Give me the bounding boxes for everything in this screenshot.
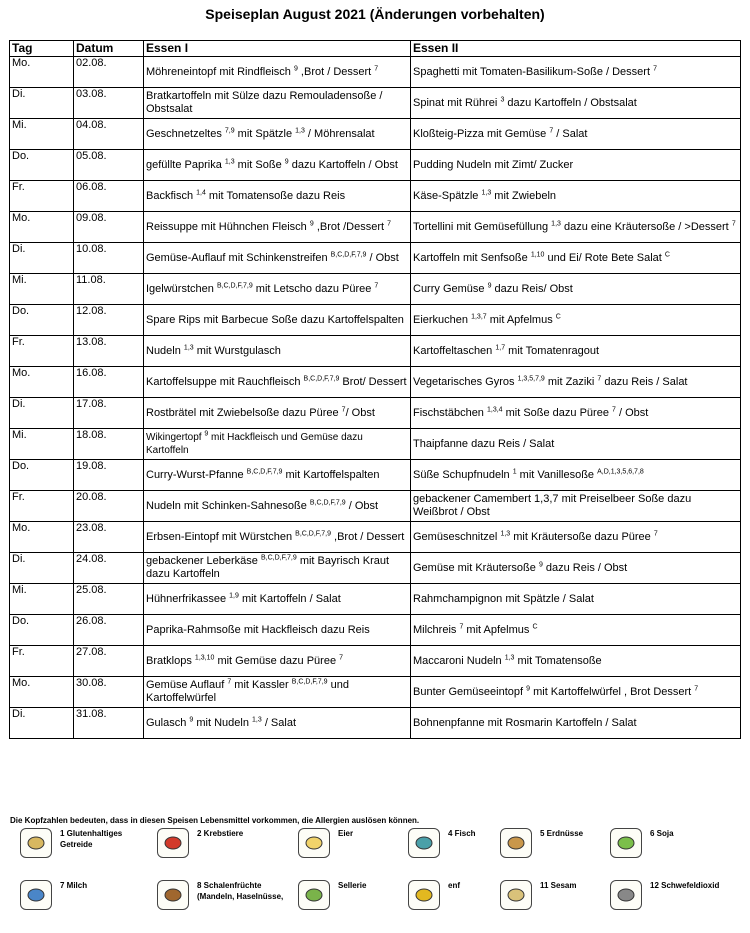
allergy-note: Die Kopfzahlen bedeuten, dass in diesen Speisen Lebensmittel vorkommen, die Allergien auslösen können. <box>10 816 420 825</box>
cell-datum: 25.08. <box>74 584 144 615</box>
cell-essen2: Pudding Nudeln mit Zimt/ Zucker <box>411 150 741 181</box>
cell-essen1: Bratklops $^{1,3,10}$ mit Gemüse dazu Püree $^7$ <box>144 646 411 677</box>
cell-datum: 18.08. <box>74 429 144 460</box>
cell-datum: 04.08. <box>74 119 144 150</box>
cell-tag: Mi. <box>10 119 74 150</box>
wheat-icon <box>20 828 52 858</box>
sesame-icon <box>500 880 532 910</box>
cell-essen1: Paprika-Rahmsoße mit Hackfleisch dazu Reis <box>144 615 411 646</box>
legend-item <box>298 880 366 910</box>
cell-tag: Fr. <box>10 181 74 212</box>
cell-essen2: Spinat mit Rührei $^3$ dazu Kartoffeln / Obstsalat <box>411 88 741 119</box>
cell-tag: Do. <box>10 150 74 181</box>
table-row <box>10 243 741 274</box>
cell-tag: Di. <box>10 398 74 429</box>
cell-essen2: Thaipfanne dazu Reis / Salat <box>411 429 741 460</box>
table-row <box>10 336 741 367</box>
legend-label: enf <box>448 881 460 890</box>
cell-essen2: Vegetarisches Gyros $^{1,3,5,7,9}$ mit Zaziki $^7$ dazu Reis / Salat <box>411 367 741 398</box>
legend-item <box>408 880 460 910</box>
cell-datum: 12.08. <box>74 305 144 336</box>
cell-essen1: Curry-Wurst-Pfanne $^{B,C,D,F,7,9}$ mit Kartoffelspalten <box>144 460 411 491</box>
cell-tag: Do. <box>10 305 74 336</box>
cell-essen2: Tortellini mit Gemüsefüllung $^{1,3}$ dazu eine Kräutersoße / >Dessert $^7$ <box>411 212 741 243</box>
table-row <box>10 429 741 460</box>
table-row <box>10 522 741 553</box>
cell-essen1: Nudeln $^{1,3}$ mit Wurstgulasch <box>144 336 411 367</box>
legend-label: 1 Glutenhaltiges Getreide <box>60 829 123 849</box>
cell-essen1: Backfisch $^{1,4}$ mit Tomatensoße dazu Reis <box>144 181 411 212</box>
cell-essen1: Gemüse-Auflauf mit Schinkenstreifen $^{B,C,D,F,7,9}$ / Obst <box>144 243 411 274</box>
cell-essen1: Reissuppe mit Hühnchen Fleisch $^9$ ,Brot /Dessert $^7$ <box>144 212 411 243</box>
cell-tag: Di. <box>10 708 74 739</box>
cell-essen1: Geschnetzeltes $^{7,9}$ mit Spätzle $^{1,3}$ / Möhrensalat <box>144 119 411 150</box>
cell-tag: Di. <box>10 553 74 584</box>
sulfite-icon <box>610 880 642 910</box>
cell-essen2: Kloßteig-Pizza mit Gemüse $^7$ / Salat <box>411 119 741 150</box>
legend-item <box>20 828 150 858</box>
legend-label: 7 Milch <box>60 881 88 890</box>
table-row <box>10 708 741 739</box>
table-row <box>10 491 741 522</box>
table-row <box>10 274 741 305</box>
cell-tag: Fr. <box>10 646 74 677</box>
legend-label: Sellerie <box>338 881 367 890</box>
egg-icon <box>298 828 330 858</box>
menu-body <box>10 57 741 739</box>
cell-datum: 16.08. <box>74 367 144 398</box>
cell-tag: Mi. <box>10 584 74 615</box>
cell-datum: 26.08. <box>74 615 144 646</box>
cell-essen1: Rostbrätel mit Zwiebelsoße dazu Püree $^7$/ Obst <box>144 398 411 429</box>
cell-essen2: Bunter Gemüseeintopf $^9$ mit Kartoffelwürfel , Brot Dessert $^7$ <box>411 677 741 708</box>
cell-essen1: Bratkartoffeln mit Sülze dazu Remouladensoße / Obstsalat <box>144 88 411 119</box>
header-datum: Datum <box>74 41 144 57</box>
cell-datum: 06.08. <box>74 181 144 212</box>
legend-item <box>298 828 353 858</box>
cell-tag: Mo. <box>10 677 74 708</box>
legend-label: 6 Soja <box>650 829 674 838</box>
cell-datum: 03.08. <box>74 88 144 119</box>
cell-essen1: Kartoffelsuppe mit Rauchfleisch $^{B,C,D,F,7,9}$ Brot/ Dessert <box>144 367 411 398</box>
table-row <box>10 305 741 336</box>
cell-datum: 17.08. <box>74 398 144 429</box>
cell-essen2: Curry Gemüse $^9$ dazu Reis/ Obst <box>411 274 741 305</box>
cell-essen2: Kartoffeltaschen $^{1,7}$ mit Tomatenragout <box>411 336 741 367</box>
milk-icon <box>20 880 52 910</box>
cell-datum: 13.08. <box>74 336 144 367</box>
cell-tag: Mo. <box>10 212 74 243</box>
cell-essen2: Maccaroni Nudeln $^{1,3}$ mit Tomatensoße <box>411 646 741 677</box>
cell-datum: 02.08. <box>74 57 144 88</box>
cell-essen1: gefüllte Paprika $^{1,3}$ mit Soße $^9$ dazu Kartoffeln / Obst <box>144 150 411 181</box>
cell-tag: Di. <box>10 88 74 119</box>
legend-item <box>610 828 674 858</box>
cell-essen1: Möhreneintopf mit Rindfleisch $^9$ ,Brot / Dessert $^7$ <box>144 57 411 88</box>
table-row <box>10 57 741 88</box>
table-row <box>10 88 741 119</box>
cell-datum: 19.08. <box>74 460 144 491</box>
cell-essen1: gebackener Leberkäse $^{B,C,D,F,7,9}$ mit Bayrisch Kraut dazu Kartoffeln <box>144 553 411 584</box>
header-essen2: Essen II <box>411 41 741 57</box>
cell-essen2: Gemüseschnitzel $^{1,3}$ mit Kräutersoße dazu Püree $^7$ <box>411 522 741 553</box>
cell-essen1: Gemüse Auflauf $^7$ mit Kassler $^{B,C,D,F,7,9}$ und Kartoffelwürfel <box>144 677 411 708</box>
cell-essen1: Gulasch $^9$ mit Nudeln $^{1,3}$ / Salat <box>144 708 411 739</box>
legend-label: 2 Krebstiere <box>197 829 244 838</box>
cell-datum: 30.08. <box>74 677 144 708</box>
cell-tag: Di. <box>10 243 74 274</box>
crab-icon <box>157 828 189 858</box>
legend-item <box>157 880 287 910</box>
cell-essen1: Erbsen-Eintopf mit Würstchen $^{B,C,D,F,7,9}$ ,Brot / Dessert <box>144 522 411 553</box>
nut-icon <box>157 880 189 910</box>
soy-icon <box>610 828 642 858</box>
table-header-row <box>10 41 741 57</box>
table-row <box>10 646 741 677</box>
cell-essen2: Rahmchampignon mit Spätzle / Salat <box>411 584 741 615</box>
legend-item <box>20 880 87 910</box>
table-row <box>10 181 741 212</box>
cell-tag: Mo. <box>10 367 74 398</box>
legend-item <box>157 828 243 858</box>
cell-datum: 11.08. <box>74 274 144 305</box>
cell-essen2: Eierkuchen $^{1,3,7}$ mit Apfelmus $^C$ <box>411 305 741 336</box>
cell-tag: Mi. <box>10 274 74 305</box>
cell-tag: Mo. <box>10 57 74 88</box>
legend-label: Eier <box>338 829 354 838</box>
cell-essen2: Gemüse mit Kräutersoße $^9$ dazu Reis / Obst <box>411 553 741 584</box>
cell-essen1: Wikingertopf $^9$ mit Hackfleisch und Gemüse dazu Kartoffeln <box>144 429 411 460</box>
cell-essen2: gebackener Camembert 1,3,7 mit Preiselbeer Soße dazu Weißbrot / Obst <box>411 491 741 522</box>
header-tag: Tag <box>10 41 74 57</box>
cell-essen2: Süße Schupfnudeln $^1$ mit Vanillesoße $^{A,D,1,3,5,6,7,8}$ <box>411 460 741 491</box>
peanut-icon <box>500 828 532 858</box>
legend-item <box>408 828 476 858</box>
legend-label: 11 Sesam <box>540 881 577 890</box>
cell-datum: 31.08. <box>74 708 144 739</box>
cell-essen1: Nudeln mit Schinken-Sahnesoße $^{B,C,D,F,7,9}$ / Obst <box>144 491 411 522</box>
legend-label: 5 Erdnüsse <box>540 829 584 838</box>
cell-datum: 24.08. <box>74 553 144 584</box>
table-row <box>10 398 741 429</box>
cell-essen2: Bohnenpfanne mit Rosmarin Kartoffeln / Salat <box>411 708 741 739</box>
cell-essen1: Igelwürstchen $^{B,C,D,F,7,9}$ mit Letscho dazu Püree $^7$ <box>144 274 411 305</box>
cell-datum: 20.08. <box>74 491 144 522</box>
legend-item <box>610 880 719 910</box>
legend-item <box>500 828 583 858</box>
cell-datum: 23.08. <box>74 522 144 553</box>
cell-tag: Mi. <box>10 429 74 460</box>
cell-datum: 05.08. <box>74 150 144 181</box>
header-essen1: Essen I <box>144 41 411 57</box>
cell-tag: Fr. <box>10 336 74 367</box>
cell-essen2: Spaghetti mit Tomaten-Basilikum-Soße / Dessert $^7$ <box>411 57 741 88</box>
cell-essen2: Milchreis $^7$ mit Apfelmus $^C$ <box>411 615 741 646</box>
table-row <box>10 150 741 181</box>
cell-tag: Do. <box>10 460 74 491</box>
cell-essen2: Käse-Spätzle $^{1,3}$ mit Zwiebeln <box>411 181 741 212</box>
cell-tag: Mo. <box>10 522 74 553</box>
cell-datum: 09.08. <box>74 212 144 243</box>
cell-tag: Do. <box>10 615 74 646</box>
mustard-icon <box>408 880 440 910</box>
table-row <box>10 677 741 708</box>
table-row <box>10 460 741 491</box>
cell-datum: 27.08. <box>74 646 144 677</box>
cell-tag: Fr. <box>10 491 74 522</box>
menu-table <box>9 40 741 739</box>
cell-essen1: Hühnerfrikassee $^{1,9}$ mit Kartoffeln / Salat <box>144 584 411 615</box>
table-row <box>10 367 741 398</box>
legend-label: 12 Schwefeldioxid <box>650 881 720 890</box>
cell-essen1: Spare Rips mit Barbecue Soße dazu Kartoffelspalten <box>144 305 411 336</box>
table-row <box>10 553 741 584</box>
legend-label: 4 Fisch <box>448 829 476 838</box>
cell-datum: 10.08. <box>74 243 144 274</box>
cell-essen2: Fischstäbchen $^{1,3,4}$ mit Soße dazu Püree $^7$ / Obst <box>411 398 741 429</box>
page-title: Speiseplan August 2021 (Änderungen vorbehalten) <box>205 6 545 22</box>
legend-label: 8 Schalenfrüchte (Mandeln, Haselnüsse, <box>197 881 284 901</box>
cell-essen2: Kartoffeln mit Senfsoße $^{1,10}$ und Ei/ Rote Bete Salat $^C$ <box>411 243 741 274</box>
table-row <box>10 584 741 615</box>
table-row <box>10 615 741 646</box>
legend-item <box>500 880 576 910</box>
table-row <box>10 212 741 243</box>
fish-icon <box>408 828 440 858</box>
table-row <box>10 119 741 150</box>
celery-icon <box>298 880 330 910</box>
